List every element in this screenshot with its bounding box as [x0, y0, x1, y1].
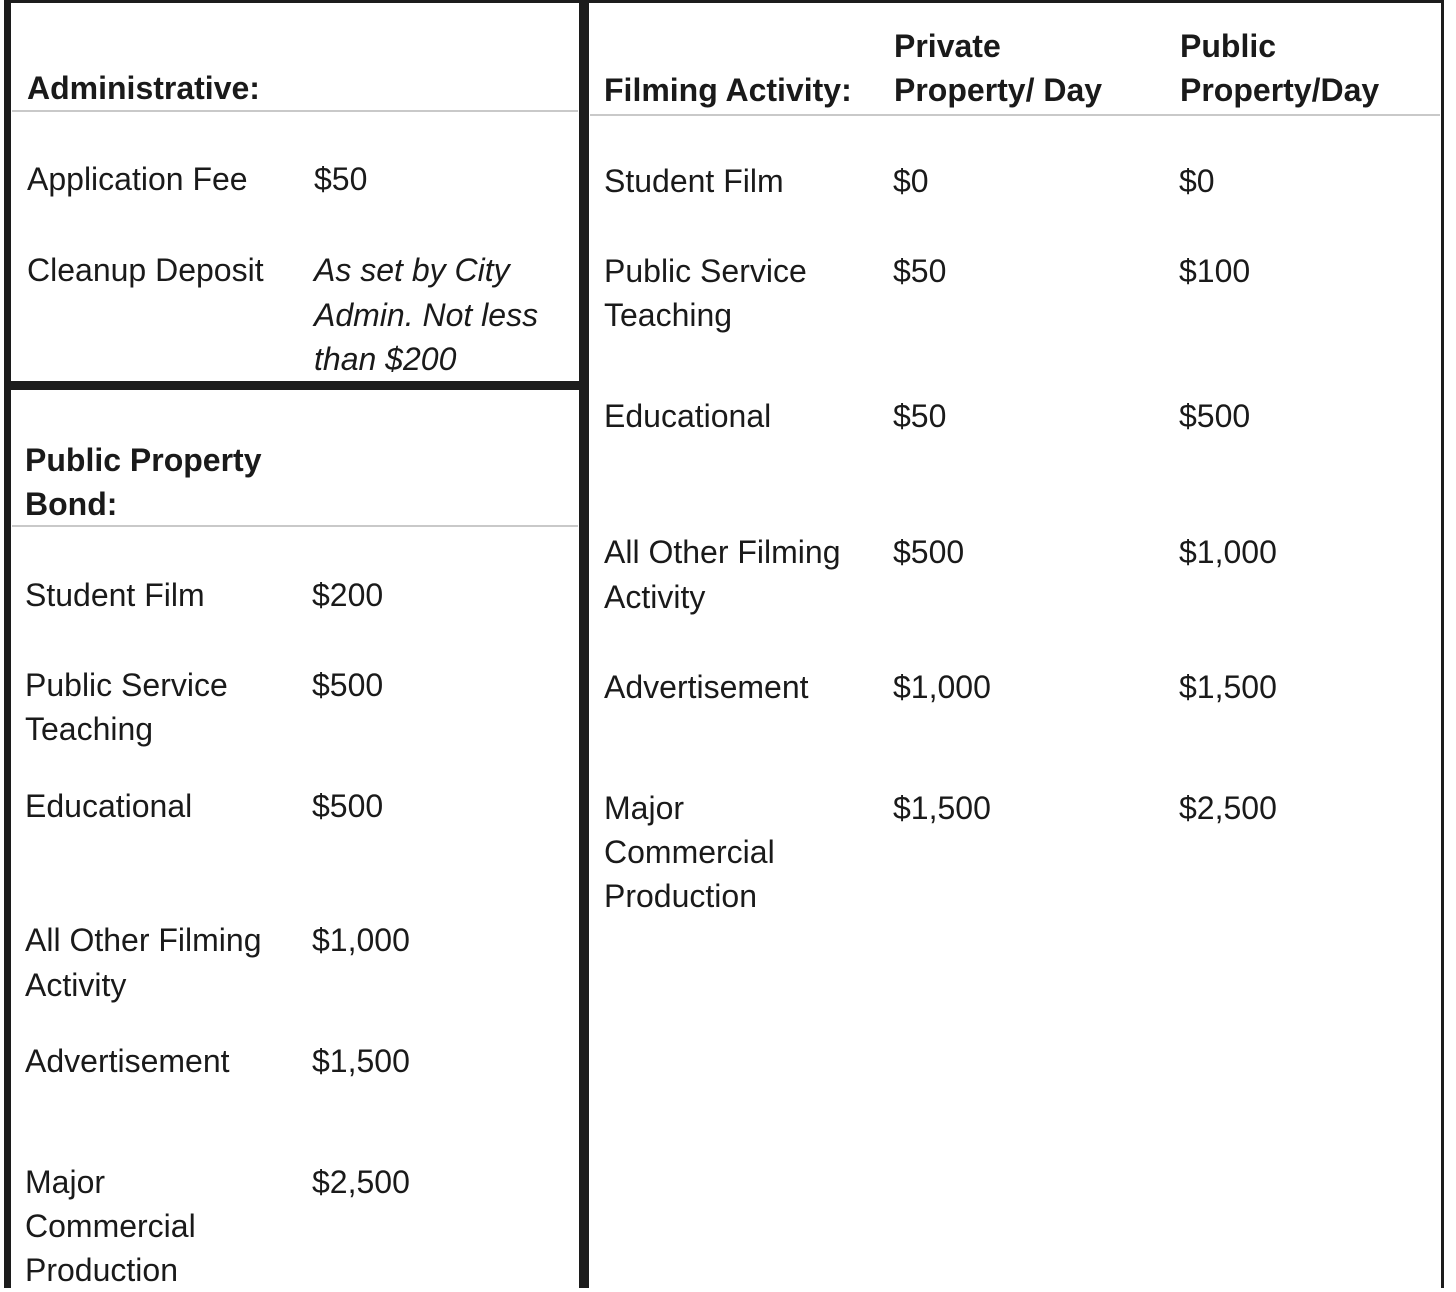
bond-advertisement-value: $1,500	[312, 1043, 410, 1079]
filming-student-film-private: $0	[893, 163, 929, 199]
filming-major-commercial-label: Commercial	[604, 834, 775, 870]
col-public-header-line: Property/Day	[1180, 72, 1380, 108]
cleanup-deposit-value-line: Admin. Not less	[314, 297, 539, 333]
cleanup-deposit-label: Cleanup Deposit	[27, 252, 264, 288]
filming-major-commercial-private: $1,500	[893, 790, 991, 826]
cleanup-deposit-value-line: As set by City	[314, 252, 510, 288]
filming-educational-label: Educational	[604, 398, 772, 434]
bond-student-film-label: Student Film	[25, 577, 205, 613]
bond-heading-line: Public Property	[25, 442, 262, 478]
filming-advertisement-label: Advertisement	[604, 669, 809, 705]
filming-advertisement-public: $1,500	[1179, 669, 1277, 705]
col-private-header-line: Private	[894, 28, 1001, 64]
filming-major-commercial-label: Production	[604, 878, 757, 914]
filming-all-other-private: $500	[893, 534, 965, 570]
bond-major-commercial-value: $2,500	[312, 1164, 410, 1200]
bond-educational-label: Educational	[25, 788, 193, 824]
bond-all-other-value: $1,000	[312, 922, 410, 958]
bond-heading-line: Bond:	[25, 486, 118, 522]
administrative-heading: Administrative:	[27, 70, 260, 106]
table-border-right	[1441, 0, 1444, 1288]
col-public-header-line: Public	[1180, 28, 1277, 64]
filming-major-commercial-public: $2,500	[1179, 790, 1277, 826]
bond-major-commercial-label: Commercial	[25, 1208, 196, 1244]
application-fee-value: $50	[314, 161, 368, 197]
table-border-top	[4, 0, 1444, 3]
section-divider	[4, 381, 584, 390]
filming-header-rule	[590, 114, 1440, 116]
application-fee-label: Application Fee	[27, 161, 248, 197]
filming-all-other-label: All Other Filming	[604, 534, 841, 570]
bond-public-service-value: $500	[312, 667, 384, 703]
filming-public-service-private: $50	[893, 253, 947, 289]
filming-major-commercial-label: Major	[604, 790, 685, 826]
bond-advertisement-label: Advertisement	[25, 1043, 230, 1079]
filming-educational-private: $50	[893, 398, 947, 434]
filming-student-film-label: Student Film	[604, 163, 784, 199]
filming-student-film-public: $0	[1179, 163, 1215, 199]
bond-major-commercial-label: Production	[25, 1252, 178, 1288]
filming-public-service-public: $100	[1179, 253, 1251, 289]
bond-major-commercial-label: Major	[25, 1164, 106, 1200]
cleanup-deposit-value-line: than $200	[314, 341, 457, 377]
col-private-header-line: Property/ Day	[894, 72, 1103, 108]
table-border-center	[579, 0, 589, 1288]
filming-all-other-label: Activity	[604, 579, 706, 615]
filming-public-service-label: Public Service	[604, 253, 807, 289]
bond-all-other-label: Activity	[25, 967, 127, 1003]
bond-all-other-label: All Other Filming	[25, 922, 262, 958]
filming-public-service-label: Teaching	[604, 297, 733, 333]
bond-student-film-value: $200	[312, 577, 384, 613]
bond-public-service-label: Teaching	[25, 711, 154, 747]
table-border-left	[4, 0, 11, 1288]
bond-educational-value: $500	[312, 788, 384, 824]
filming-educational-public: $500	[1179, 398, 1251, 434]
filming-advertisement-private: $1,000	[893, 669, 991, 705]
filming-heading: Filming Activity:	[604, 72, 852, 108]
bond-public-service-label: Public Service	[25, 667, 228, 703]
admin-header-rule	[12, 110, 578, 112]
filming-all-other-public: $1,000	[1179, 534, 1277, 570]
